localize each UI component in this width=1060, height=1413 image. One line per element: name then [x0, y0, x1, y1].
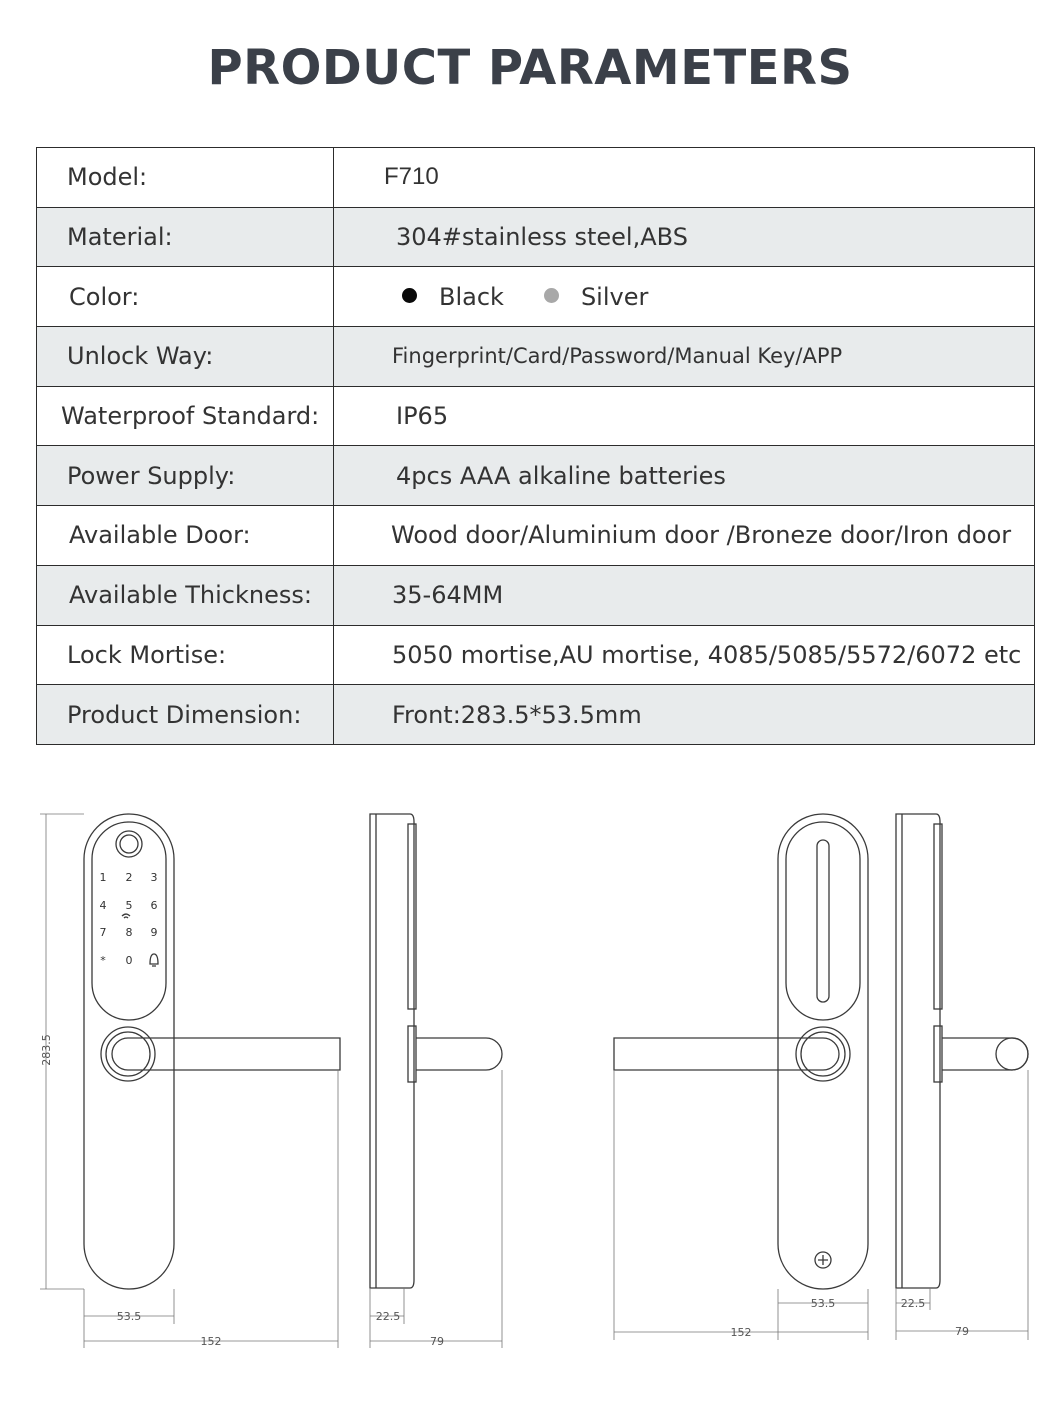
value-material: 304#stainless steel,ABS	[334, 207, 1035, 267]
key-9: 9	[150, 926, 158, 939]
label-product-dimension: Product Dimension:	[37, 685, 334, 745]
battery-slot	[817, 840, 829, 1002]
dim-front-thickness-label: 22.5	[375, 1310, 401, 1323]
row-material	[37, 207, 1035, 267]
key-1: 1	[99, 871, 107, 884]
keypad-panel	[92, 822, 166, 1020]
key-5: 5	[125, 899, 133, 912]
row-available-thickness	[37, 565, 1035, 625]
back-side-lever-end	[996, 1038, 1028, 1070]
back-handle-rose	[796, 1027, 850, 1081]
key-0: 0	[125, 954, 133, 967]
row-power-supply	[37, 446, 1035, 506]
value-product-dimension: Front:283.5*53.5mm	[334, 685, 1035, 745]
dim-height-label: 283.5	[40, 1034, 53, 1066]
row-unlock-way	[37, 327, 1035, 387]
battery-cover	[786, 822, 860, 1020]
value-available-door: Wood door/Aluminium door /Broneze door/Iron door	[334, 506, 1035, 566]
key-4: 4	[99, 899, 107, 912]
keypad-digits	[100, 871, 158, 967]
value-unlock-way: Fingerprint/Card/Password/Manual Key/APP	[334, 327, 1035, 387]
row-model	[37, 148, 1035, 208]
label-lock-mortise: Lock Mortise:	[37, 625, 334, 685]
label-model: Model:	[37, 148, 334, 208]
front-view	[40, 814, 502, 1348]
row-color	[37, 267, 1035, 327]
label-unlock-way: Unlock Way:	[37, 327, 334, 387]
dim-front-width-label: 53.5	[116, 1310, 142, 1323]
value-color	[334, 267, 1035, 327]
dim-front-length-label: 152	[200, 1335, 222, 1348]
dim-front-side-label: 79	[430, 1335, 444, 1348]
card-reader-icon	[122, 914, 130, 918]
value-available-thickness: 35-64MM	[334, 565, 1035, 625]
label-color: Color:	[37, 267, 334, 327]
color-black-label: Black	[439, 282, 504, 311]
label-available-door: Available Door:	[37, 506, 334, 566]
dim-front-side	[370, 1070, 502, 1348]
key-7: 7	[99, 926, 107, 939]
color-silver-label: Silver	[580, 282, 649, 311]
back-view	[614, 814, 1028, 1340]
value-lock-mortise: 5050 mortise,AU mortise, 4085/5085/5572/6072 etc	[334, 625, 1035, 685]
side-rose-edge	[408, 1026, 416, 1082]
value-waterproof: IP65	[334, 386, 1035, 446]
row-available-door	[37, 506, 1035, 566]
back-lever-handle	[614, 1038, 839, 1070]
back-plate	[778, 814, 868, 1289]
key-6: 6	[150, 899, 158, 912]
dim-back-side-label: 79	[955, 1325, 969, 1338]
row-lock-mortise	[37, 625, 1035, 685]
value-model: F710	[334, 148, 1035, 208]
label-material: Material:	[37, 207, 334, 267]
key-star: *	[100, 954, 106, 967]
dim-front-length	[84, 1070, 338, 1348]
side-lever-handle	[416, 1038, 502, 1070]
label-available-thickness: Available Thickness:	[37, 565, 334, 625]
silver-color-dot	[544, 288, 559, 303]
key-3: 3	[150, 871, 158, 884]
label-waterproof: Waterproof Standard:	[37, 386, 334, 446]
label-power-supply: Power Supply:	[37, 446, 334, 506]
dim-back-thickness-label: 22.5	[900, 1297, 926, 1310]
value-power-supply: 4pcs AAA alkaline batteries	[334, 446, 1035, 506]
back-side-rose-edge	[934, 1026, 942, 1082]
back-side-cover-edge	[934, 824, 942, 1009]
front-plate	[84, 814, 174, 1289]
screw-cross	[818, 1255, 828, 1265]
row-waterproof	[37, 386, 1035, 446]
handle-rose	[101, 1027, 155, 1081]
technical-drawing	[0, 780, 1060, 1380]
page-title: PRODUCT PARAMETERS	[207, 40, 853, 96]
key-2: 2	[125, 871, 133, 884]
row-product-dimension	[37, 685, 1035, 745]
key-8: 8	[125, 926, 133, 939]
dim-back-length-label: 152	[730, 1326, 752, 1339]
parameters-table	[36, 147, 1035, 745]
dim-back-thickness	[896, 1288, 930, 1340]
doorbell-icon	[150, 954, 158, 966]
back-side-lever	[942, 1038, 1028, 1070]
black-color-dot	[402, 288, 417, 303]
fingerprint-ring-icon	[120, 835, 138, 853]
side-keypad-edge	[408, 824, 416, 1009]
dim-back-width-label: 53.5	[810, 1297, 836, 1310]
